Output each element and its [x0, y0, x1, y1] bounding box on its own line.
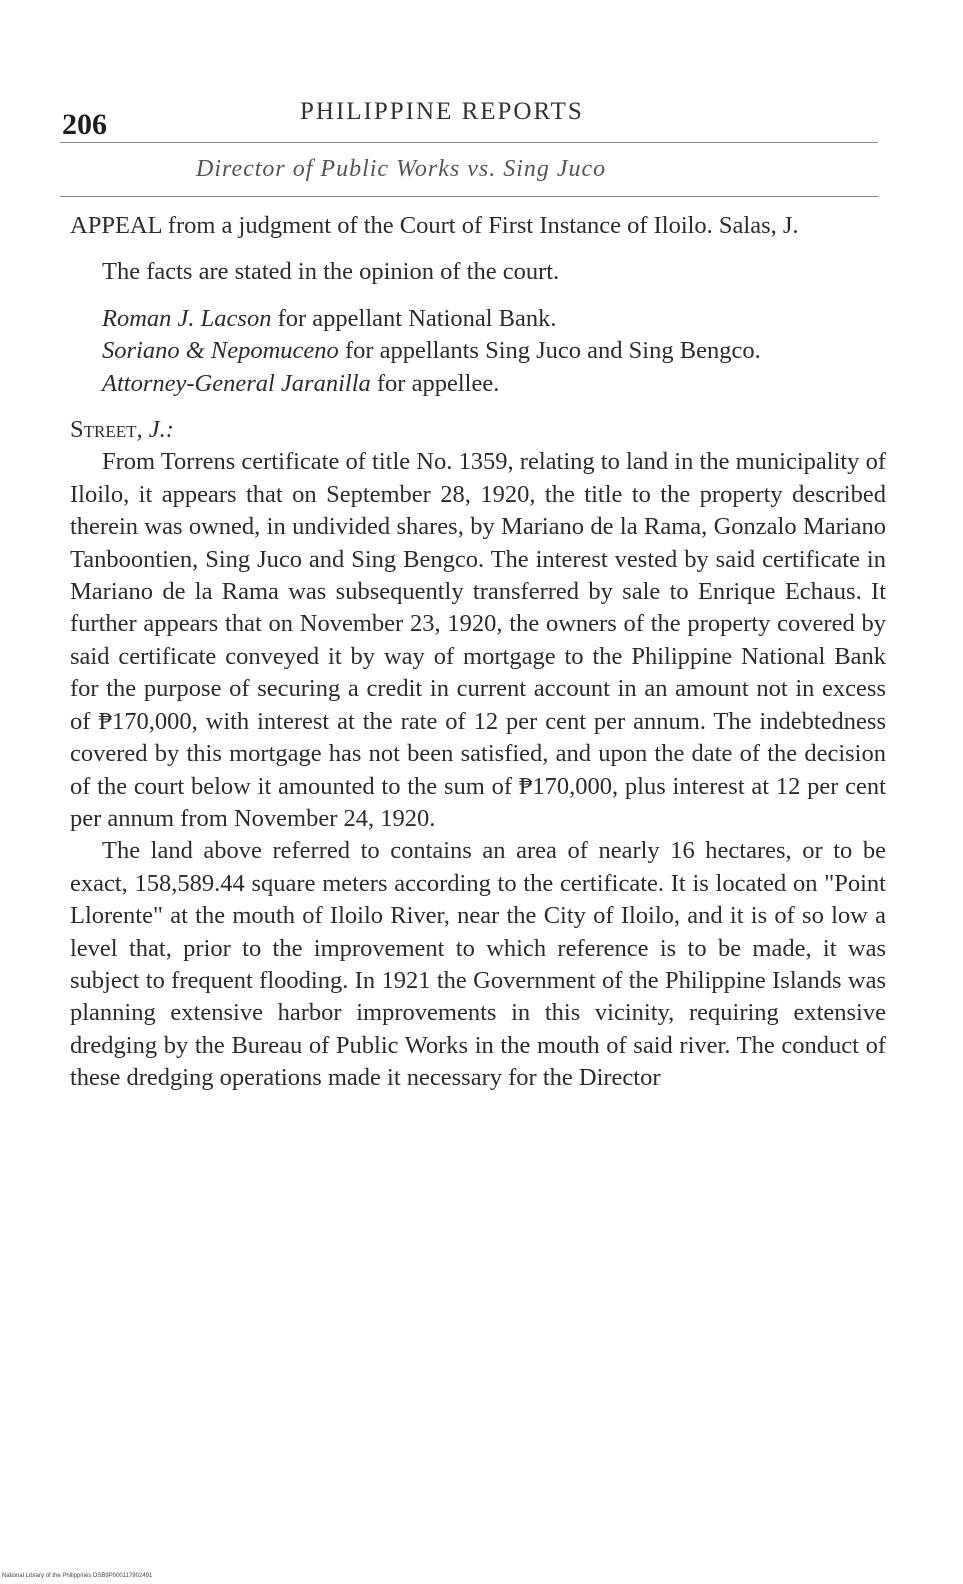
counsel-role: for appellee. [370, 369, 500, 397]
counsel-name: Attorney-General Jaranilla [102, 369, 371, 397]
author-name: Street [70, 416, 137, 444]
counsel-role: for appellants Sing Juco and Sing Bengco. [338, 337, 761, 365]
counsel-line [70, 368, 886, 400]
counsel-name: Soriano & Nepomuceno [102, 337, 339, 365]
counsel-role: for appellant National Bank. [271, 304, 557, 332]
counsel-line [70, 303, 886, 335]
case-title: Director of Public Works vs. Sing Juco [196, 156, 607, 182]
opinion-author [70, 414, 886, 446]
running-title: PHILIPPINE REPORTS [300, 98, 584, 125]
header-rule-top [60, 142, 878, 143]
author-suffix: , J.: [136, 416, 174, 444]
facts-paragraph: The facts are stated in the opinion of the court. [102, 258, 560, 286]
counsel-name: Roman J. Lacson [102, 304, 272, 332]
opinion-paragraph: The land above referred to contains an area of nearly 16 hectares, or to be exact, 158,589.44 square meters according to the certificate. It is located on "Point Llorente" at the mouth of Iloilo River, near the City of Iloilo, and it is of so low a level that, prior to the improvement to which reference is to be made, it was subject to frequent flooding. In 1921 the Government of the Philippine Islands was planning extensive harbor improvements in this vicinity, requiring extensive dredging by the Bureau of Public Works in the mouth of said river. The conduct of these dredging operations made it necessary for the Director [70, 837, 886, 1092]
body-text [70, 210, 886, 1095]
opinion-paragraph: From Torrens certificate of title No. 1359, relating to land in the municipality of Iloilo, it appears that on September 28, 1920, the title to the property described therein was owned, in undivided shares, by Mariano de la Rama, Gonzalo Mariano Tanboontien, Sing Juco and Sing Bengco. The interest vested by said certificate in Mariano de la Rama was subsequently transferred by sale to Enrique Echaus. It further appears that on November 23, 1920, the owners of the property covered by said certificate conveyed it by way of mortgage to the Philippine National Bank for the purpose of securing a credit in current account in an amount not in excess of ₱170,000, with interest at the rate of 12 per cent per annum. The indebtedness covered by this mortgage has not been satisfied, and upon the date of the decision of the court below it amounted to the sum of ₱170,000, plus interest at 12 per cent per annum from November 24, 1920. [70, 448, 886, 832]
counsel-line [70, 335, 886, 367]
page-number: 206 [62, 108, 107, 141]
header-rule-bottom [60, 196, 878, 197]
scan-footer: National Library of the Philippines DSB9P000117902491 [2, 1573, 153, 1579]
appeal-paragraph: APPEAL from a judgment of the Court of First Instance of Iloilo. Salas, J. [70, 212, 799, 239]
